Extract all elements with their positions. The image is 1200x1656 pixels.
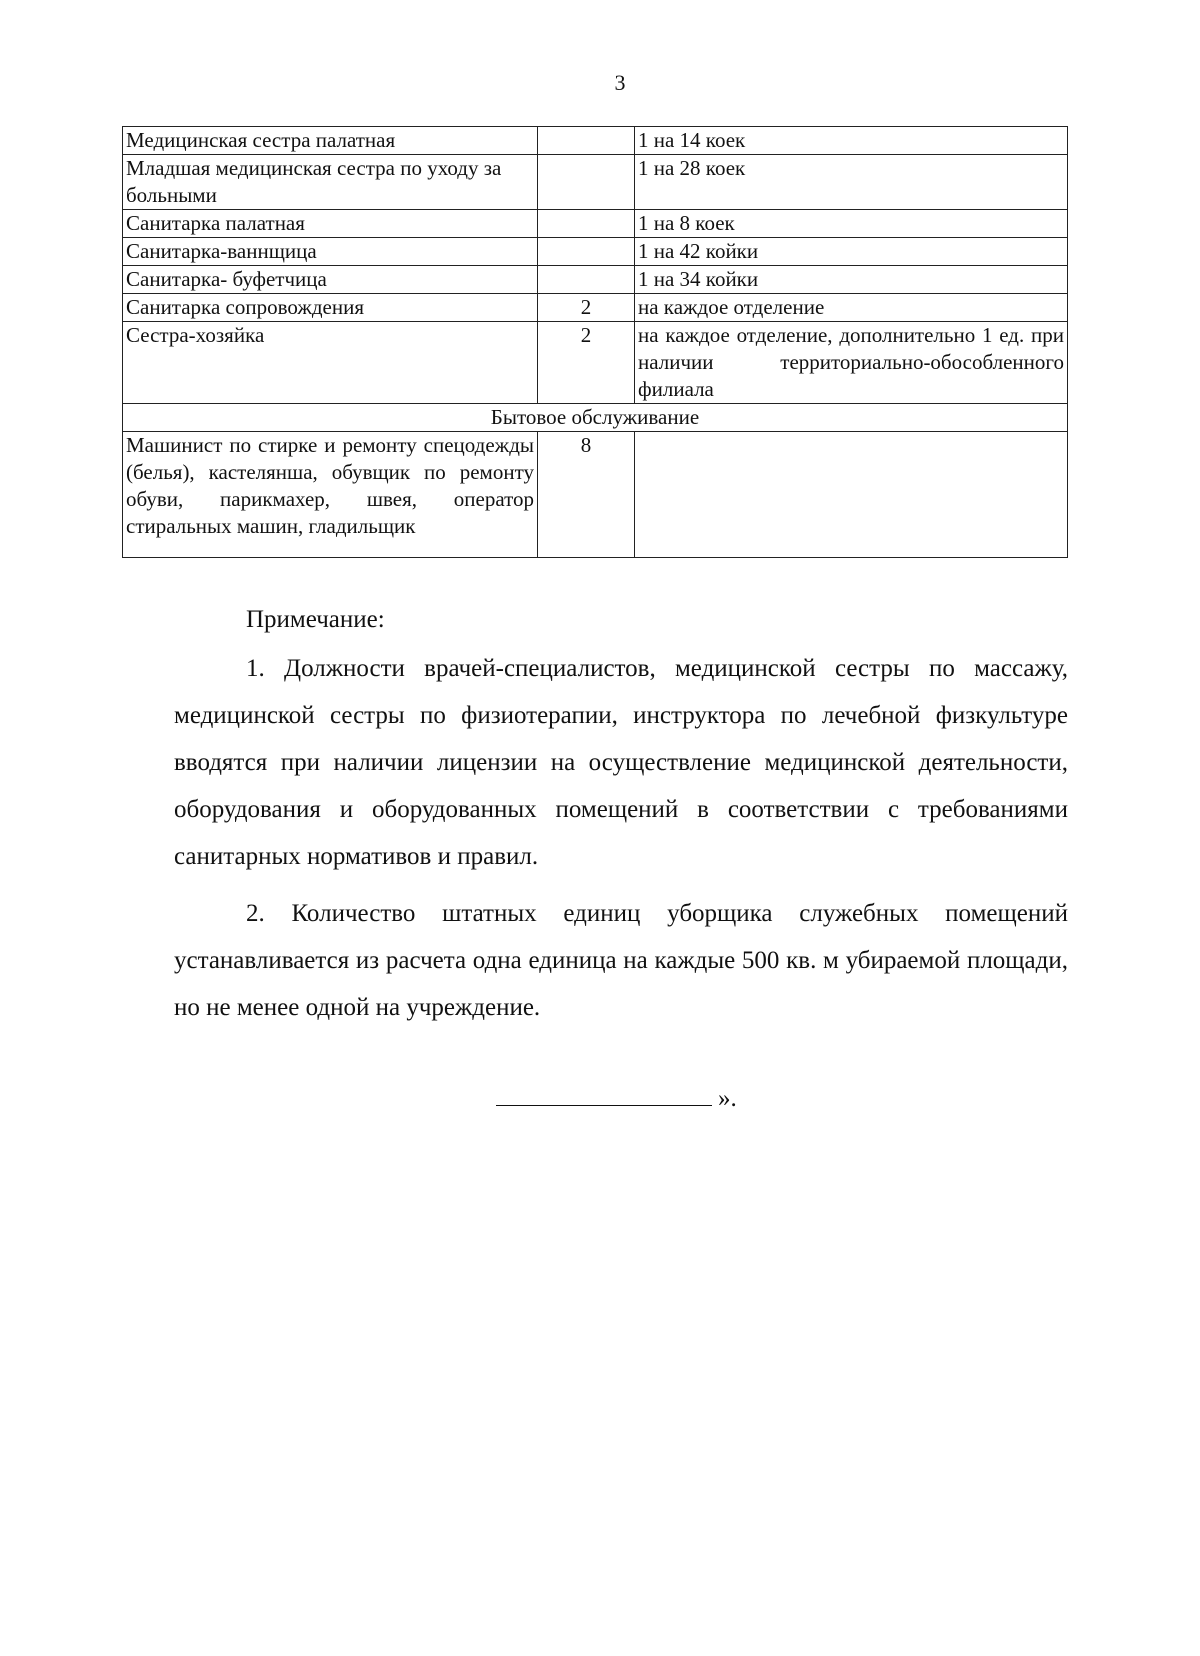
count-cell — [538, 266, 635, 294]
position-cell: Санитарка- буфетчица — [123, 266, 538, 294]
count-cell — [538, 155, 635, 210]
position-cell: Медицинская сестра палатная — [123, 127, 538, 155]
closing-quote: ». — [718, 1085, 737, 1112]
norm-cell: 1 на 28 коек — [635, 155, 1068, 210]
table-row — [123, 238, 1068, 266]
norm-cell: 1 на 8 коек — [635, 210, 1068, 238]
count-cell — [538, 238, 635, 266]
norm-cell: 1 на 42 койки — [635, 238, 1068, 266]
norm-cell — [635, 432, 1068, 558]
table-row — [123, 322, 1068, 404]
page-number: 3 — [614, 70, 626, 95]
count-cell: 2 — [538, 322, 635, 404]
position-cell: Санитарка палатная — [123, 210, 538, 238]
closing-mark-line — [496, 1083, 737, 1114]
signature-line — [496, 1083, 712, 1106]
note-item-1: 1. Должности врачей-специалистов, медицинской сестры по массажу, медицинской сестры по физиотерапии, инструктора по лечебной физкультуре вводятся при наличии лицензии на осуществление медицинской деятельности, оборудования и оборудованных помещений в соответствии с требованиями санитарных нормативов и правил. — [174, 655, 1068, 870]
position-cell: Младшая медицинская сестра по уходу за больными — [123, 155, 538, 210]
table-row — [123, 432, 1068, 558]
count-cell — [538, 210, 635, 238]
count-cell: 2 — [538, 294, 635, 322]
norm-cell: на каждое отделение — [635, 294, 1068, 322]
table-row — [123, 127, 1068, 155]
table-row — [123, 266, 1068, 294]
table-row — [123, 294, 1068, 322]
count-cell: 8 — [538, 432, 635, 558]
note-item-2: 2. Количество штатных единиц уборщика служебных помещений устанавливается из расчета одна единица на каждые 500 кв. м убираемой площади, но не менее одной на учреждение. — [174, 900, 1068, 1021]
section-header-row — [123, 404, 1068, 432]
position-cell: Санитарка-ваннщица — [123, 238, 538, 266]
count-cell — [538, 127, 635, 155]
staff-table — [122, 126, 1068, 558]
norm-cell: 1 на 34 койки — [635, 266, 1068, 294]
position-cell: Санитарка сопровождения — [123, 294, 538, 322]
position-cell: Сестра-хозяйка — [123, 322, 538, 404]
section-header: Бытовое обслуживание — [123, 404, 1068, 432]
note-title: Примечание: — [246, 606, 385, 633]
norm-cell: 1 на 14 коек — [635, 127, 1068, 155]
norm-cell: на каждое отделение, дополнительно 1 ед. при наличии территориально-обособленного филиала — [635, 322, 1068, 404]
table-row — [123, 155, 1068, 210]
table-row — [123, 210, 1068, 238]
position-cell: Машинист по стирке и ремонту спецодежды (белья), кастелянша, обувщик по ремонту обуви, парикмахер, швея, оператор стиральных машин, гладильщик — [123, 432, 538, 558]
